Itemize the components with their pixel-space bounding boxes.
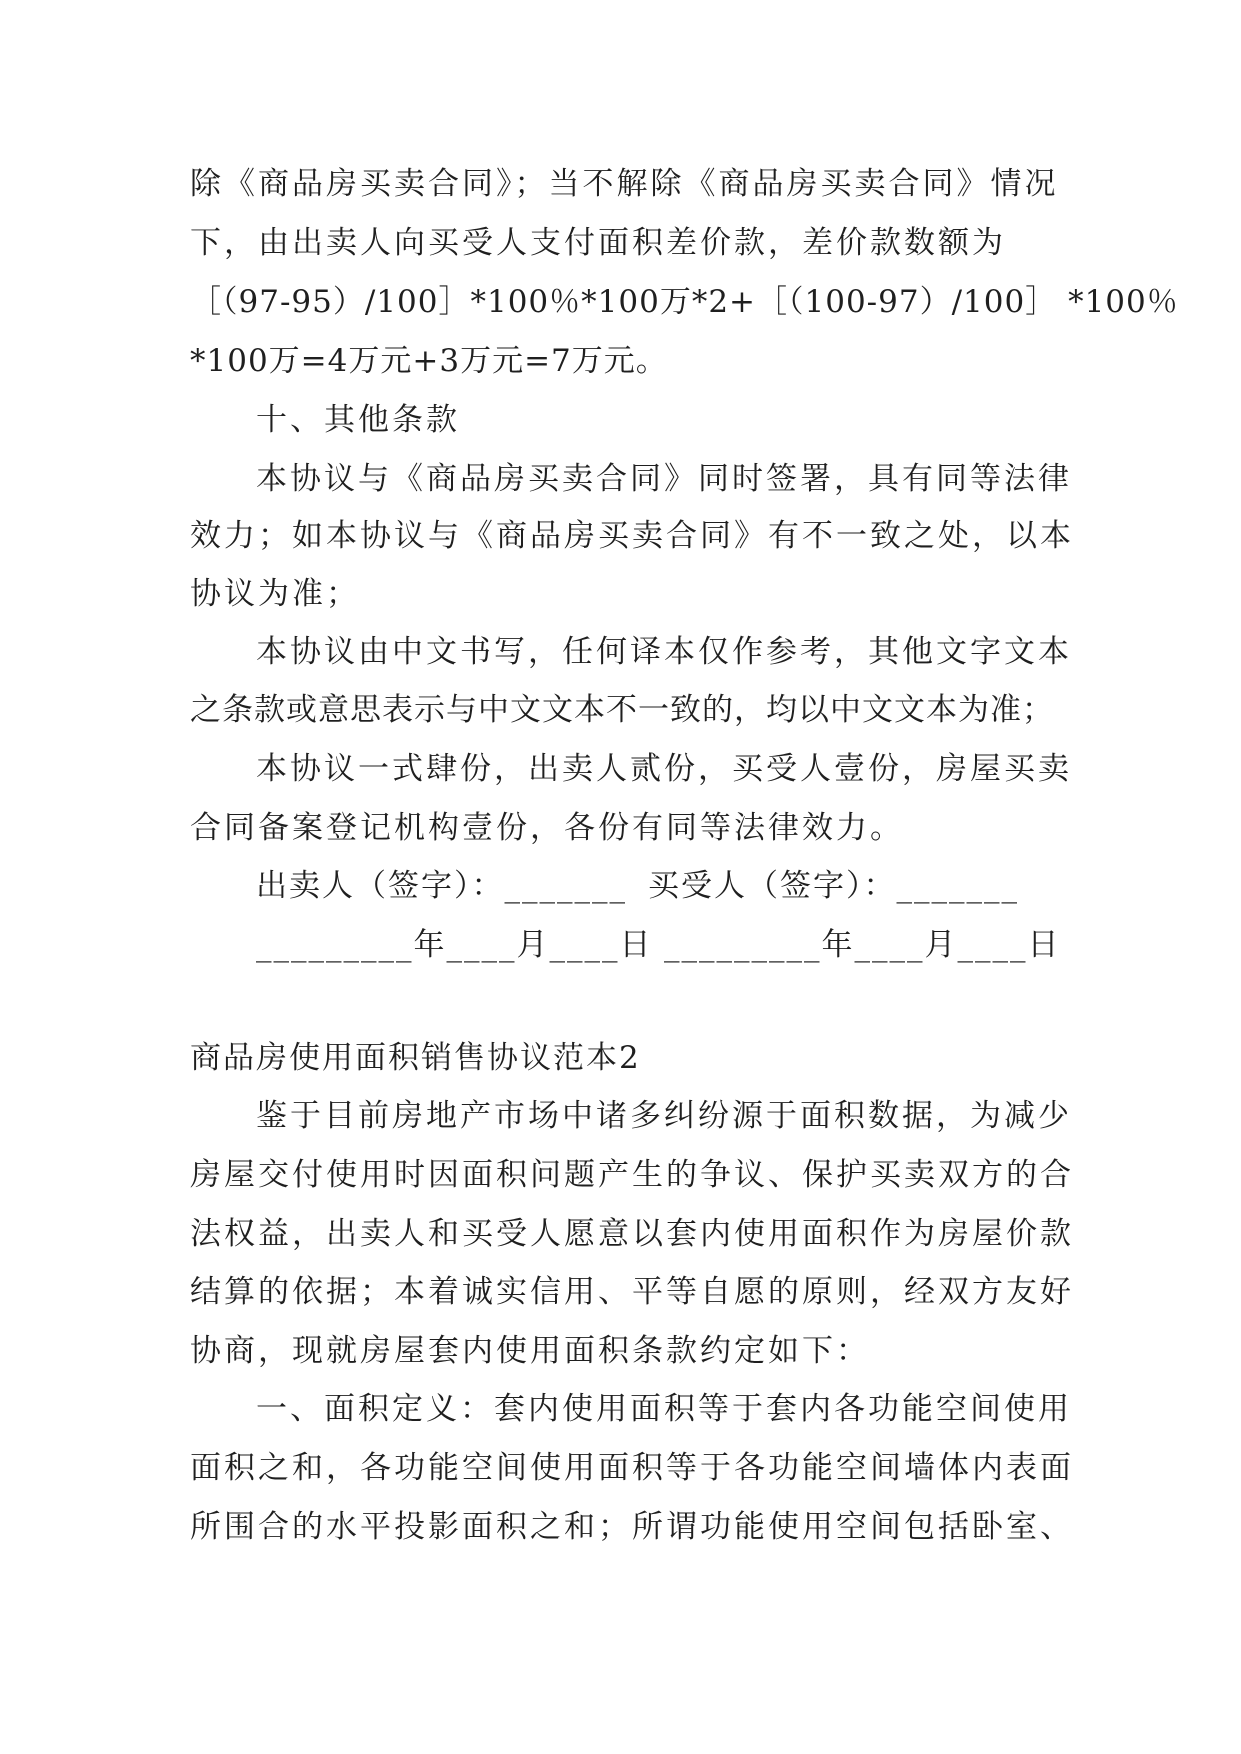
body-text-line: 本协议一式肆份，出卖人贰份，买受人壹份，房屋买卖 bbox=[256, 751, 1072, 787]
body-text-line: 本协议与《商品房买卖合同》同时签署，具有同等法律 bbox=[256, 461, 1072, 497]
section-title: 商品房使用面积销售协议范本2 bbox=[190, 1040, 641, 1076]
body-text-line: 结算的依据；本着诚实信用、平等自愿的原则，经双方友好 bbox=[190, 1274, 1074, 1310]
seller-date-line: _________年____月____日 bbox=[256, 927, 653, 963]
body-text-line: 协商，现就房屋套内使用面积条款约定如下： bbox=[190, 1333, 870, 1369]
section-heading: 十、其他条款 bbox=[256, 402, 460, 438]
body-text-line: *100万=4万元+3万元=7万元。 bbox=[190, 343, 668, 379]
body-text-line: ［（97-95）/100］*100％*100万*2+［（100-97）/100］ *100％ bbox=[190, 284, 1179, 320]
body-text-line: 下，由出卖人向买受人支付面积差价款，差价款数额为 bbox=[190, 225, 1006, 261]
body-text-line: 面积之和，各功能空间使用面积等于各功能空间墙体内表面 bbox=[190, 1450, 1074, 1486]
body-text-line: 效力；如本协议与《商品房买卖合同》有不一致之处，以本 bbox=[190, 518, 1074, 554]
body-text-line: 除《商品房买卖合同》；当不解除《商品房买卖合同》情况 bbox=[190, 166, 1059, 202]
body-text-line: 房屋交付使用时因面积问题产生的争议、保护买卖双方的合 bbox=[190, 1157, 1074, 1193]
body-text-line: 一、面积定义：套内使用面积等于套内各功能空间使用 bbox=[256, 1391, 1072, 1427]
body-text-line: 所围合的水平投影面积之和；所谓功能使用空间包括卧室、 bbox=[190, 1509, 1074, 1545]
seller-signature-line: 出卖人（签字）：_______ bbox=[256, 868, 627, 904]
body-text-line: 法权益，出卖人和买受人愿意以套内使用面积作为房屋价款 bbox=[190, 1216, 1074, 1252]
body-text-line: 协议为准； bbox=[190, 576, 360, 612]
body-text-line: 鉴于目前房地产市场中诸多纠纷源于面积数据，为减少 bbox=[256, 1098, 1072, 1134]
buyer-date-line: _________年____月____日 bbox=[664, 927, 1061, 963]
body-text-line: 合同备案登记机构壹份，各份有同等法律效力。 bbox=[190, 810, 904, 846]
body-text-line: 本协议由中文书写，任何译本仅作参考，其他文字文本 bbox=[256, 634, 1072, 670]
body-text-line: 之条款或意思表示与中文文本不一致的，均以中文文本为准； bbox=[190, 692, 1054, 728]
buyer-signature-line: 买受人（签字）：_______ bbox=[648, 868, 1019, 904]
